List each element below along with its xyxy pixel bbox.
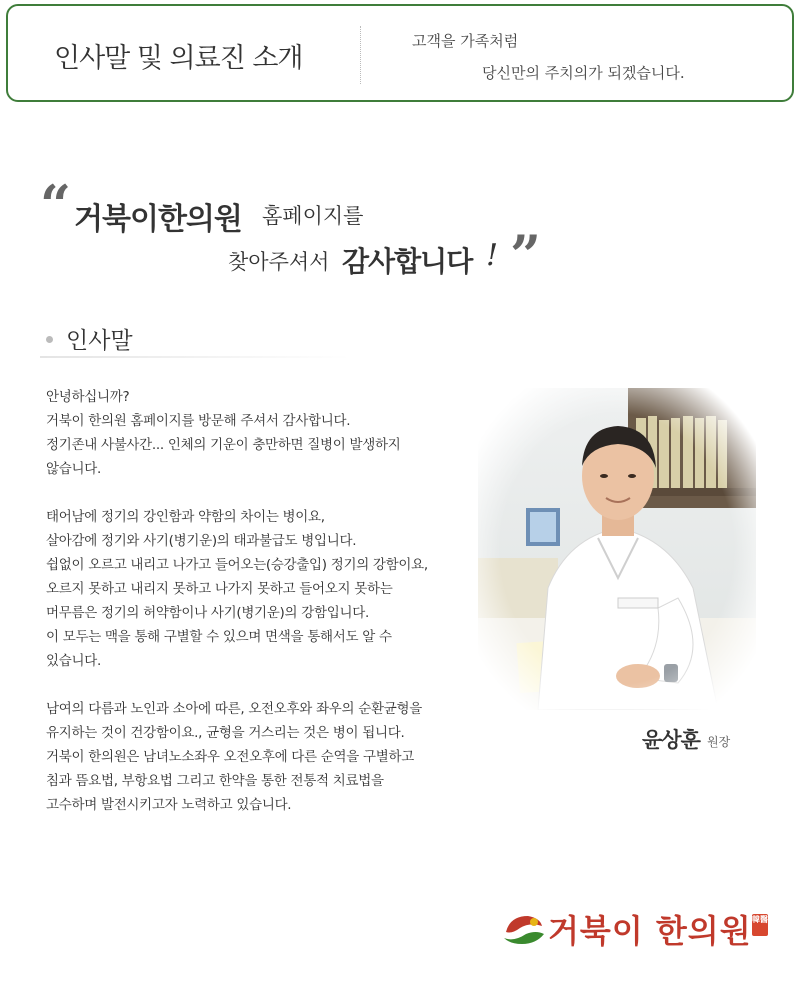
tagline-line1: 고객을 가족처럼 xyxy=(412,32,519,50)
doctor-role: 원장 xyxy=(707,735,731,749)
doctor-name: 윤상훈 xyxy=(642,728,700,752)
page-title: 인사말 및 의료진 소개 xyxy=(54,43,303,74)
bullet-icon xyxy=(46,336,53,343)
text-line: 정기존내 사불사간... 인체의 기운이 충만하면 질병이 발생하지 xyxy=(46,437,401,453)
tagline-line2: 당신만의 주치의가 되겠습니다. xyxy=(482,64,685,82)
greeting-paragraph-1 xyxy=(46,385,466,481)
doctor-photo xyxy=(478,388,756,710)
greeting-paragraph-2 xyxy=(46,505,466,673)
turtle-logo-icon xyxy=(500,908,546,950)
text-line: 고수하며 발전시키고자 노력하고 있습니다. xyxy=(46,797,292,813)
text-line: 이 모두는 맥을 통해 구별할 수 있으며 면색을 통해서도 알 수 xyxy=(46,629,392,645)
text-line: 거북이 한의원 홈페이지를 방문해 주셔서 감사합니다. xyxy=(46,413,351,429)
headline-exclaim: ! xyxy=(486,238,499,273)
headline-line2-prefix: 찾아주셔서 xyxy=(228,250,330,274)
logo-text: 거북이 한의원 xyxy=(548,912,752,950)
text-line: 머무름은 정기의 허약함이나 사기(병기운)의 강함입니다. xyxy=(46,605,369,621)
text-line: 안녕하십니까? xyxy=(46,389,130,405)
section-title: 인사말 xyxy=(66,328,133,354)
text-line: 거북이 한의원은 남녀노소좌우 오전오후에 다른 순역을 구별하고 xyxy=(46,749,414,765)
close-quote-icon: ” xyxy=(510,223,542,287)
header-box xyxy=(6,4,794,102)
text-line: 살아감에 정기와 사기(병기운)의 태과불급도 병입니다. xyxy=(46,533,357,549)
text-line: 남여의 다름과 노인과 소아에 따른, 오전오후와 좌우의 순환균형을 xyxy=(46,701,422,717)
headline-clinic-name: 거북이한의원 xyxy=(74,202,242,237)
greeting-paragraph-3 xyxy=(46,697,466,817)
text-line: 쉽없이 오르고 내리고 나가고 들어오는(승강출입) 정기의 강함이요, xyxy=(46,557,428,573)
text-line: 태어남에 정기의 강인함과 약함의 차이는 병이요, xyxy=(46,509,325,525)
greeting-text xyxy=(46,385,466,841)
open-quote-icon: “ xyxy=(40,173,72,237)
headline-line1-suffix: 홈페이지를 xyxy=(262,204,364,228)
text-line: 있습니다. xyxy=(46,653,101,669)
section-divider xyxy=(40,356,350,358)
text-line: 유지하는 것이 건강함이요., 균형을 거스리는 것은 병이 됩니다. xyxy=(46,725,405,741)
text-line: 않습니다. xyxy=(46,461,101,477)
headline-thanks: 감사합니다 xyxy=(342,245,473,278)
header-divider xyxy=(360,26,361,84)
text-line: 오르지 못하고 내리지 못하고 나가지 못하고 들어오지 못하는 xyxy=(46,581,393,597)
logo-seal: 韓醫 xyxy=(752,914,768,936)
text-line: 침과 뜸요법, 부항요법 그리고 한약을 통한 전통적 치료법을 xyxy=(46,773,384,789)
